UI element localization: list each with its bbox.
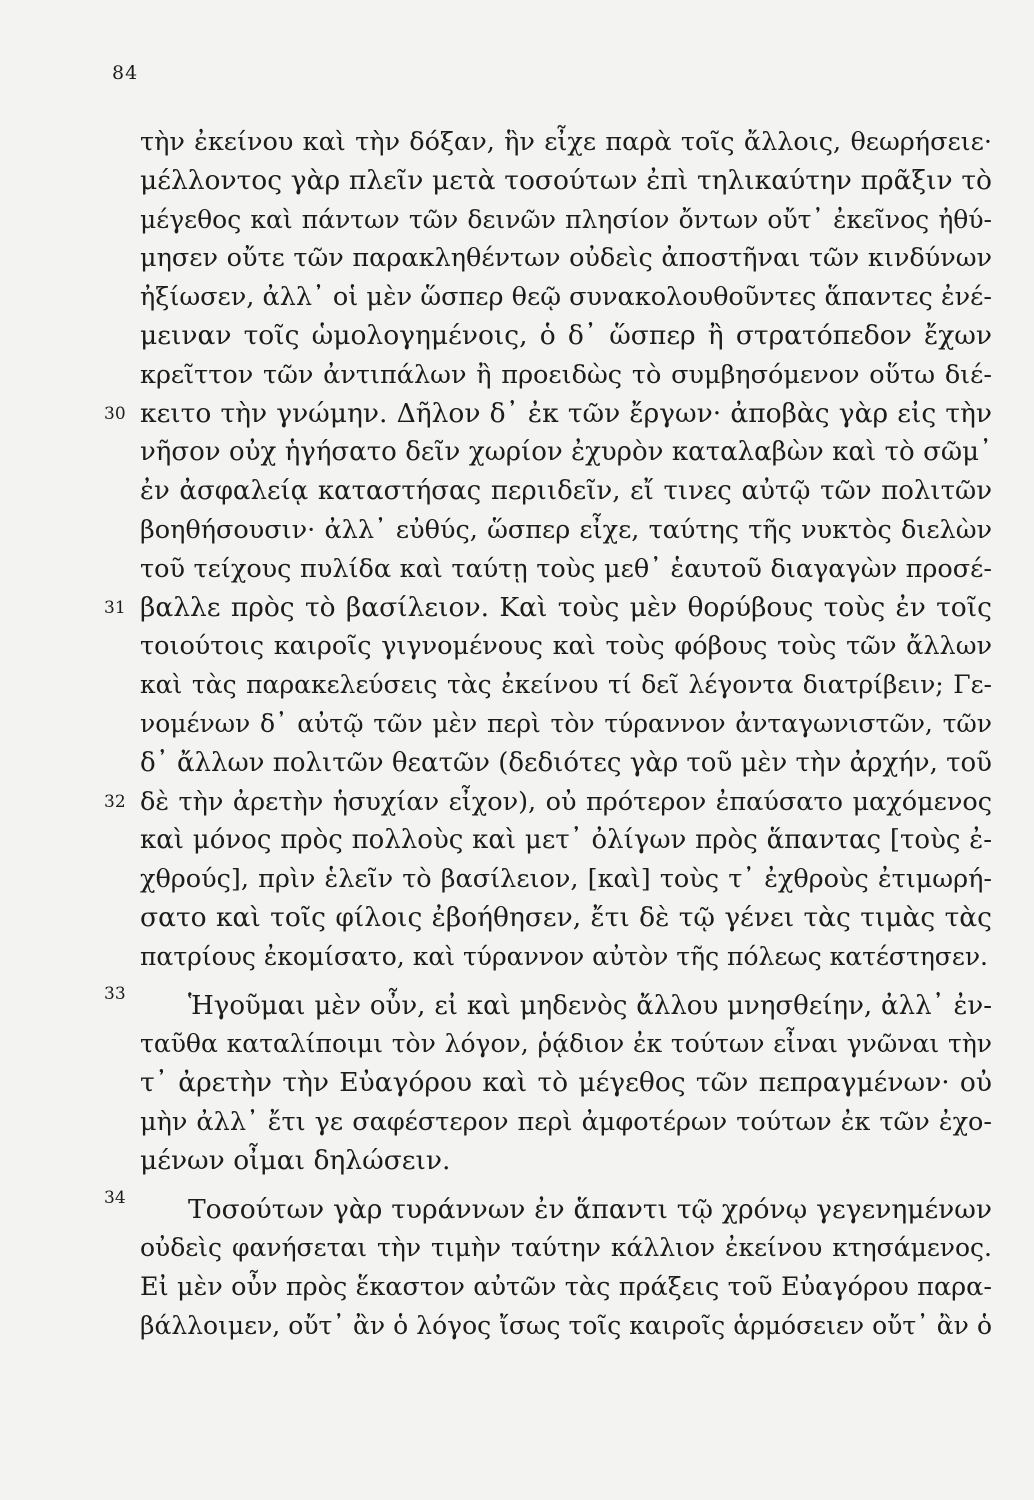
line-text: καὶ τὰς παρακελεύσεις τὰς ἐκείνου τί δεῖ λέγοντα διατρίβειν; Γε- [140,670,992,700]
line-text: τοιούτοις καιροῖς γιγνομένους καὶ τοὺς φόβους τοὺς τῶν ἄλλων [140,631,992,662]
text-line [140,1307,992,1346]
line-text: Εἰ μὲν οὖν πρὸς ἕκαστον αὐτῶν τὰς πράξεις τοῦ Εὐαγόρου παρα- [140,1272,992,1303]
text-line [140,705,992,744]
section-number: 31 [104,597,126,618]
body-text [104,123,992,1346]
line-text: τοῦ τείχους πυλίδα καὶ ταύτῃ τοὺς μεθ᾽ ἑαυτοῦ διαγαγὼν προσέ- [140,553,992,584]
line-text: δ᾽ ἄλλων πολιτῶν θεατῶν (δεδιότες γὰρ τοῦ μὲν τὴν ἀρχήν, τοῦ [140,747,992,778]
line-text: μένων οἶμαι δηλώσειν. [140,1144,451,1176]
text-line [140,1025,992,1064]
line-text: βοηθήσουσιν· ἀλλ᾽ εὐθύς, ὥσπερ εἶχε, ταύτης τῆς νυκτὸς διελὼν [140,514,992,545]
line-text: ἠξίωσεν, ἀλλ᾽ οἱ μὲν ὥσπερ θεῷ συνακολουθοῦντες ἅπαντες ἐνέ- [140,282,992,313]
line-text: Ἡγοῦμαι μὲν οὖν, εἰ καὶ μηδενὸς ἄλλου μνησθείην, ἀλλ᾽ ἐν- [188,990,992,1021]
line-text: μειναν τοῖς ὡμολογημένοις, ὁ δ᾽ ὥσπερ ἢ στρατόπεδον ἔχων [140,319,992,351]
text-line [140,938,992,977]
page-number: 84 [112,62,139,84]
section-number: 32 [104,791,126,812]
text-line [140,1229,992,1268]
text-line [140,239,992,278]
section-number: 30 [104,403,126,424]
line-text: κειτο τὴν γνώμην. Δῆλον δ᾽ ἐκ τῶν ἔργων· ἀποβὰς γὰρ εἰς τὴν [140,397,992,429]
text-line [140,1142,992,1181]
text-line [140,550,992,589]
text-line [140,1268,992,1307]
line-text: καὶ μόνος πρὸς πολλοὺς καὶ μετ᾽ ὀλίγων πρὸς ἅπαντας [τοὺς ἐ- [140,825,992,856]
line-text: ταῦθα καταλίποιμι τὸν λόγον, ῥᾴδιον ἐκ τούτων εἶναι γνῶναι τὴν [140,1029,992,1059]
line-text: τὴν ἐκείνου καὶ τὴν δόξαν, ἣν εἶχε παρὰ τοῖς ἄλλοις, θεωρήσειε· [140,127,992,157]
text-line [140,278,992,317]
text-line [104,395,992,434]
text-line [104,983,992,1026]
text-line [140,1103,992,1142]
text-line [140,123,992,162]
text-line [140,472,992,511]
line-text: βαλλε πρὸς τὸ βασίλειον. Καὶ τοὺς μὲν θορύβους τοὺς ἐν τοῖς [140,591,992,623]
line-text: νῆσον οὐχ ἡγήσατο δεῖν χωρίον ἐχυρὸν καταλαβὼν καὶ τὸ σῶμ᾽ [140,437,992,468]
text-line [140,666,992,705]
text-line [140,821,992,860]
line-text: πατρίους ἐκομίσατο, καὶ τύραννον αὐτὸν τῆς πόλεως κατέστησεν. [140,941,988,971]
line-text: δὲ τὴν ἀρετὴν ἡσυχίαν εἶχον), οὐ πρότερον ἐπαύσατο μαχόμενος [140,786,992,817]
line-text: ἐν ἀσφαλείᾳ καταστήσας περιιδεῖν, εἴ τινες αὐτῷ τῶν πολιτῶν [140,476,992,507]
text-line [140,433,992,472]
text-line [140,201,992,240]
text-line [104,1187,992,1230]
line-text: νομένων δ᾽ αὐτῷ τῶν μὲν περὶ τὸν τύραννον ἀνταγωνιστῶν, τῶν [140,708,992,738]
line-text: βάλλοιμεν, οὔτ᾽ ἂν ὁ λόγος ἴσως τοῖς καιροῖς ἁρμόσειεν οὔτ᾽ ἂν ὁ [140,1310,992,1340]
line-text: οὐδεὶς φανήσεται τὴν τιμὴν ταύτην κάλλιον ἐκείνου κτησάμενος. [140,1233,992,1263]
line-text: χθρούς], πρὶν ἑλεῖν τὸ βασίλειον, [καὶ] τοὺς τ᾽ ἐχθροὺς ἐτιμωρή- [140,864,992,895]
text-line [140,317,992,356]
text-line [140,1064,992,1103]
line-text: κρεῖττον τῶν ἀντιπάλων ἢ προειδὼς τὸ συμβησόμενον οὕτω διέ- [140,359,992,390]
text-line [104,783,992,822]
section-number: 34 [104,1187,126,1208]
line-text: μὴν ἀλλ᾽ ἔτι γε σαφέστερον περὶ ἀμφοτέρων τούτων ἐκ τῶν ἐχο- [140,1106,992,1137]
line-text: σατο καὶ τοῖς φίλοις ἐβοήθησεν, ἔτι δὲ τῷ γένει τὰς τιμὰς τὰς [140,901,992,933]
text-line [140,511,992,550]
text-line [140,356,992,395]
text-line [140,899,992,938]
text-line [104,589,992,628]
line-text: Τοσούτων γὰρ τυράννων ἐν ἅπαντι τῷ χρόνῳ γεγενημένων [188,1193,992,1225]
line-text: μησεν οὔτε τῶν παρακληθέντων οὐδεὶς ἀποστῆναι τῶν κινδύνων [140,243,992,274]
line-text: τ᾽ ἀρετὴν τὴν Εὐαγόρου καὶ τὸ μέγεθος τῶν πεπραγμένων· οὐ [140,1067,992,1099]
line-text: μέγεθος καὶ πάντων τῶν δεινῶν πλησίον ὄντων οὔτ᾽ ἐκεῖνος ἠθύ- [140,204,992,234]
text-line [140,860,992,899]
section-number: 33 [104,983,126,1004]
text-line [140,744,992,783]
text-line [140,162,992,201]
text-line [140,627,992,666]
line-text: μέλλοντος γὰρ πλεῖν μετὰ τοσούτων ἐπὶ τηλικαύτην πρᾶξιν τὸ [140,164,992,196]
